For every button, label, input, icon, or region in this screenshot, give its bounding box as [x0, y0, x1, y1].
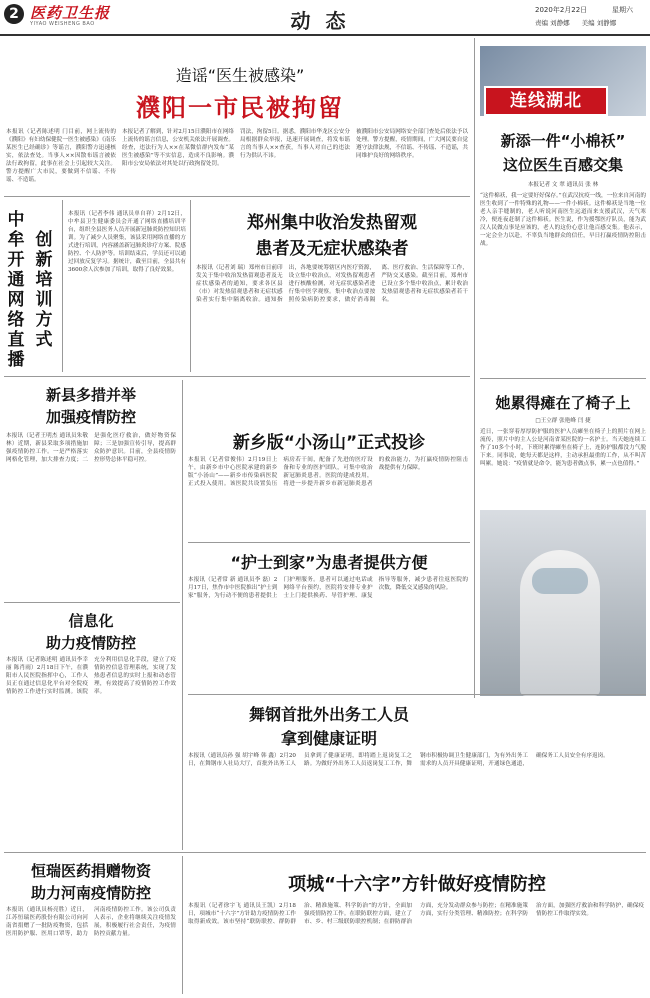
hubei-banner: 连线湖北: [484, 86, 608, 116]
home-nurse-body: 本报讯（记者常 新 通讯员李 磊）2月17日，焦作市中医院推出“护士到家”服务，为行动不便的患者提供上门护理服务。患者可以通过电话或网络平台预约，医院将安排专业护士上门提供换药、导管护理、康复指导等服务，减少患者往返医院的次数，降低交叉感染的风险。: [188, 577, 468, 599]
rumor-kicker: 造谣“医生被感染”: [175, 66, 305, 85]
info-headline-2: 助力疫情防控: [45, 634, 136, 652]
tired-body: 近日，一张穿着厚厚防护服的医护人员瘫坐在椅子上的照片在网上流传，照片中的主人公是河南省某医院的一名护士。当天她连续工作了10多个小时，下班时累得瘫坐在椅子上，连防护服都没力气脱下来。同事说，她每天都是这样，主动承担最重的工作，从不叫苦叫累。她说：“疫情就是命令，能为患者做点事，累一点也值得。”: [480, 429, 646, 467]
issue-date: 2020年2月22日: [535, 6, 588, 14]
training-body: 本报讯（记者李伟 通讯员单自祥）2月12日，中牟县卫生健康委员会开通了网络直播培训平台，组织全县医务人员开展新冠肺炎防控知识培训。为了减少人员聚集，该县采用网络直播的方式进行培训，内容涵盖新冠肺炎诊疗方案、院感防控、个人防护等。培训结束后，学员还可以通过回放反复学习。据统计，截至目前，全县共有3600余人次参加了培训，取得了良好效果。: [68, 211, 186, 273]
xiangcheng-body: 本报讯（记者徐宇飞 通讯员王凯）2月18日，项城市“十六字”方针助力疫情防控工作取得新成效。该市坚持“联防联控、群防群治、精准施策、科学防治”的方针，全面加强疫情防控工作。在联防联控方面，建立了市、乡、村三级联防联控机制；在群防群治方面，充分发动群众参与防控；在精准施策方面，实行分类管理、精准防控；在科学防治方面，加强医疗救治和科学防护，确保疫情防控工作取得实效。: [188, 903, 644, 925]
xinxiang-headline: 新乡版“小汤山”正式投诊: [232, 433, 426, 453]
nurse-visor: [532, 568, 588, 594]
editor-credit: 责编 刘静娜 美编 刘静娜: [535, 19, 617, 27]
divider: [188, 694, 646, 695]
cotton-headline-2: 这位医生百感交集: [502, 156, 623, 174]
divider: [4, 196, 470, 197]
divider: [4, 852, 646, 853]
info-headline-1: 信息化: [68, 612, 114, 630]
nurse-photo: [480, 510, 646, 696]
paper-pinyin: YIYAO WEISHENG BAO: [30, 21, 95, 27]
page-number: 2: [9, 6, 19, 22]
divider: [4, 376, 470, 377]
tired-byline: □王立群 张艳峰 闫 捷: [535, 418, 591, 424]
county-headline-2: 加强疫情防控: [45, 408, 136, 426]
header-rule: [0, 34, 650, 36]
column-divider: [182, 380, 183, 850]
cotton-byline: 本报记者 文 翠 通讯员 张 林: [527, 182, 599, 188]
home-nurse-headline: “护士到家”为患者提供方便: [230, 553, 428, 572]
hengrui-headline-2: 助力河南疫情防控: [30, 884, 151, 902]
rumor-col-2: 本报记者了解到，针对2月15日濮阳市在网络上流传的谣言信息，公安机关依法开展调查。经查，违法行为人××在某微信群内发布“某医生被感染”等不实信息，造成不良影响。濮阳市公安局依法对其处以行政拘留处罚。: [122, 129, 234, 167]
column-divider: [190, 200, 191, 372]
cotton-headline-1: 新添一件“小棉袄”: [500, 132, 626, 150]
page-header: [0, 0, 650, 34]
section-title: 动 态: [290, 9, 350, 33]
rumor-headline: 濮阳一市民被拘留: [136, 94, 344, 122]
tired-headline: 她累得瘫在了椅子上: [495, 394, 631, 412]
column-divider: [182, 856, 183, 994]
rumor-col-4: 被濮阳市公安局网络安全部门查处后依法予以处理。警方提醒，疫情期间，广大网民要自觉遵守法律法规，不信谣、不传谣、不造谣，共同维护良好的网络秩序。: [356, 129, 468, 159]
hengrui-body: 本报讯（通讯员杨亮胜）近日，江苏恒瑞医药股份有限公司向河南省捐赠了一批防疫物资，包括医用防护服、医用口罩等，助力河南疫情防控工作。该公司负责人表示，企业将继续关注疫情发展，积极履行社会责任，为疫情防控贡献力量。: [6, 907, 176, 937]
zhengzhou-body: 本报讯（记者刘 瑞）郑州市日前印发关于集中收治发热留观患者及无症状感染者的通知，要求各区县（市）对发热留观患者和无症状感染者实行集中隔离收治。通知指出，各地要统筹辖区内医疗资源，设立集中收治点，对发热留观患者进行核酸检测，对无症状感染者进行集中医学观察。集中收治点要按照传染病防控要求，做好消毒隔离、医疗救治、生活保障等工作，严防交叉感染。截至目前，郑州市已设立多个集中收治点，累计收治发热留观患者和无症状感染者若干名。: [196, 265, 468, 303]
xinxiang-body: 本报讯（记者常俊伟）2月19日上午，由新乡市中心医院承建的新乡版“小汤山”——新乡市传染病医院正式投入使用。该医院共设置负压病房若干间，配备了先进的医疗设备和专业的医护团队，可集中收治新冠肺炎患者。医院的建成投用，将进一步提升新乡市新冠肺炎患者的救治能力，为打赢疫情防控阻击战提供有力保障。: [188, 457, 468, 487]
divider: [480, 378, 646, 379]
paper-name: 医药卫生报: [30, 4, 111, 22]
training-headline-left: 创新培训方式: [35, 230, 53, 350]
wugang-body: 本报讯（通讯员孙 强 胡宇峰 韩 鑫）2月20日，在舞钢市人社局大厅，首批外出务工人员拿到了健康证明，即将踏上返岗复工之路。为做好外出务工人员返岗复工工作，舞钢市积极协调卫生健康部门，为有外出务工需求的人员开具健康证明，开通绿色通道，确保务工人员安全有序返岗。: [188, 753, 609, 767]
page-number-badge: [4, 4, 24, 24]
divider: [4, 602, 180, 603]
zhengzhou-headline-1: 郑州集中收治发热留观: [247, 213, 417, 233]
county-body: 本报讯（记者王明杰 通讯员朱敬林）近期，新县采取多项措施加强疫情防控工作。一是严格落实网格化管理，加大排查力度；二是强化医疗救治，做好物资保障；三是加强宣传引导，提高群众防护意识。目前，全县疫情防控形势总体平稳可控。: [6, 433, 176, 463]
info-body: 本报讯（记者陈述明 通讯员李幸丽 陈肖雨）2月18日下午，在濮阳市人民医院指挥中心，工作人员正在通过信息化平台对全院疫情防控工作进行实时监测。该院充分利用信息化手段，建立了疫情防控信息管理系统，实现了发热患者信息的实时上报和动态管理，有效提高了疫情防控工作效率。: [6, 657, 176, 695]
divider: [188, 542, 470, 543]
rumor-col-1: 本报讯（记者陈述明 门目前，网上流传的《濮阳》有妇幼保健院一医生被感染》《南乐某医生已经确诊》等谣言，濮阳警方迅速核实，依法查处。当事人××因散布谣言被依法行政拘留，此事在社会上引起较大关注。警方提醒广大市民，要做到不信谣、不传谣、不造谣。: [6, 129, 116, 183]
zhengzhou-headline-2: 患者及无症状感染者: [255, 239, 409, 259]
hengrui-headline-1: 恒瑞医药捐赠物资: [30, 862, 151, 880]
cotton-body: “这件棉袄，我一定要好好保存。”在武汉抗疫一线，一位来自河南的医生收到了一件特殊的礼物——一件小棉袄。这件棉袄是当地一位老人亲手缝制的，老人听说河南医生远道而来支援武汉，天气寒冷，便连夜赶制了这件棉袄。医生说，作为援鄂医疗队员，能为武汉人民做点事是应该的，老人的这份心意让他百感交集。他表示，一定会全力以赴，不辜负当地群众的信任，早日打赢疫情防控阻击战。: [480, 193, 646, 247]
wugang-headline-1: 舞钢首批外出务工人员: [248, 705, 409, 724]
xiangcheng-headline: 项城“十六字”方针做好疫情防控: [288, 874, 546, 895]
issue-weekday: 星期六: [612, 6, 633, 14]
rumor-col-3: 罚法，拘留5日。据悉，濮阳市华龙区公安分局根据群众举报，迅速开展调查，将发布谣言的当事人××查获，当事人对自己的违法行为供认不讳。: [240, 129, 350, 159]
county-headline-1: 新县多措并举: [45, 386, 136, 404]
wugang-headline-2: 拿到健康证明: [280, 729, 377, 748]
column-divider: [62, 200, 63, 372]
training-headline-right: 中牟开通网络直播: [7, 210, 25, 370]
column-divider: [474, 38, 475, 698]
